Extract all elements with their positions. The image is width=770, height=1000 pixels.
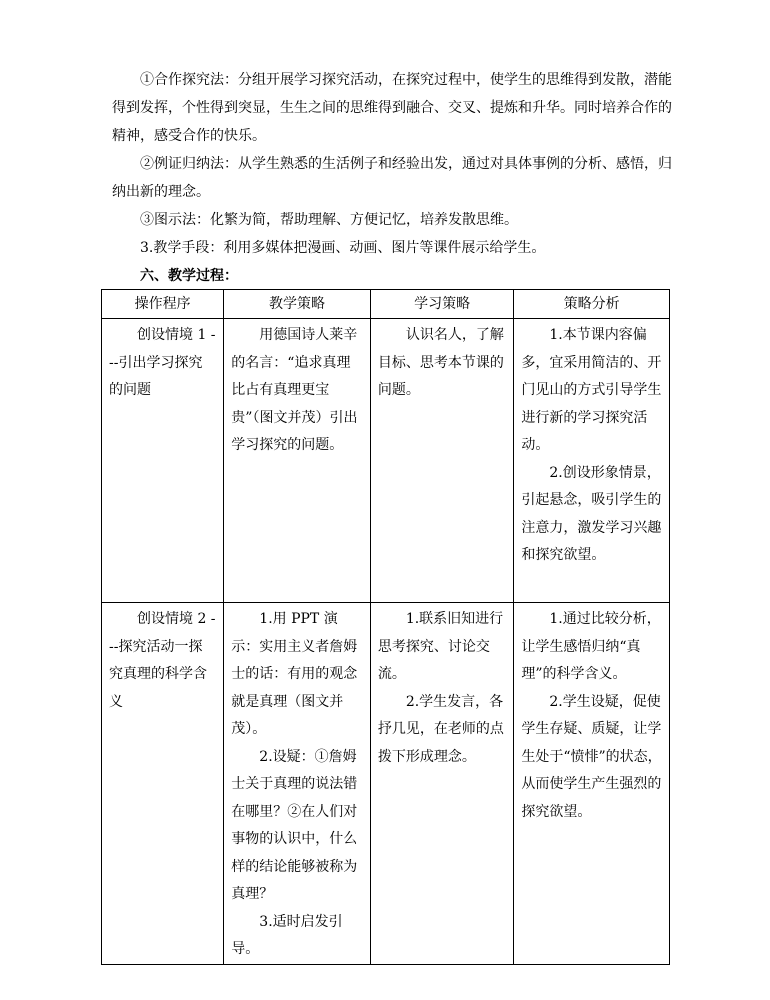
table-row <box>102 603 670 965</box>
cell-text: 1.联系旧知进行思考探究、讨论交流。 <box>377 611 504 682</box>
cell-learning <box>370 319 514 603</box>
paragraph-example-induction: ②例证归纳法：从学生熟悉的生活例子和经验出发，通过对具体事例的分析、感悟，归纳出新的理念。 <box>112 156 672 200</box>
cell-text: 2.设疑：①詹姆士关于真理的说法错在哪里？②在人们对事物的认识中，什么样的结论能够被称为真理？ <box>231 748 358 902</box>
paragraph-cooperative-inquiry: ①合作探究法：分组开展学习探究活动，在探究过程中，使学生的思维得到发散，潜能得到发挥，个性得到突显，生生之间的思维得到融合、交叉、提炼和升华。同时培养合作的精神，感受合作的快乐。 <box>112 72 672 144</box>
cell-teaching <box>224 603 371 965</box>
cell-text: 1.本节课内容偏多，宜采用简洁的、开门见山的方式引导学生进行新的学习探究活动。 <box>521 327 662 453</box>
cell-text: 2.学生设疑，促使学生存疑、质疑，让学生处于“愤悱”的状态，从而使学生产生强烈的探究欲望。 <box>521 693 662 820</box>
paragraph-diagram-method: ③图示法：化繁为简，帮助理解、方便记忆，培养发散思维。 <box>140 212 518 228</box>
cell-procedure <box>102 319 224 603</box>
cell-text: 创设情境 1 ---引出学习探究的问题 <box>109 327 216 398</box>
cell-text: 3.适时启发引导。 <box>231 913 343 957</box>
cell-procedure <box>102 603 224 965</box>
header-procedure: 操作程序 <box>102 290 224 319</box>
cell-text: 2.创设形象情景，引起悬念，吸引学生的注意力，激发学习兴趣和探究欲望。 <box>521 464 662 563</box>
table-row <box>102 319 670 603</box>
cell-analysis <box>514 319 670 603</box>
header-strategy-analysis: 策略分析 <box>514 290 670 319</box>
cell-text: 1.用 PPT 演示：实用主义者詹姆士的话：有用的观念就是真理（图文并茂）。 <box>231 611 358 737</box>
cell-teaching <box>224 319 371 603</box>
cell-text: 1.通过比较分析，让学生感悟归纳“真理”的科学含义。 <box>521 611 661 682</box>
cell-text: 认识名人，了解目标、思考本节课的问题。 <box>377 327 504 398</box>
teaching-process-table <box>101 289 670 965</box>
cell-learning <box>370 603 514 965</box>
cell-analysis <box>514 603 670 965</box>
header-teaching-strategy: 教学策略 <box>224 290 371 319</box>
header-learning-strategy: 学习策略 <box>370 290 514 319</box>
table-header-row <box>102 290 670 319</box>
cell-text: 用德国诗人莱辛的名言：“追求真理比占有真理更宝贵”（图文并茂）引出学习探究的问题。 <box>231 327 358 453</box>
paragraph-teaching-means: 3.教学手段：利用多媒体把漫画、动画、图片等课件展示给学生。 <box>140 240 546 256</box>
section-heading: 六、教学过程： <box>140 268 238 284</box>
cell-text: 2.学生发言，各抒几见，在老师的点拨下形成理念。 <box>377 693 504 765</box>
cell-text: 创设情境 2 ---探究活动一探究真理的科学含义 <box>109 611 216 710</box>
